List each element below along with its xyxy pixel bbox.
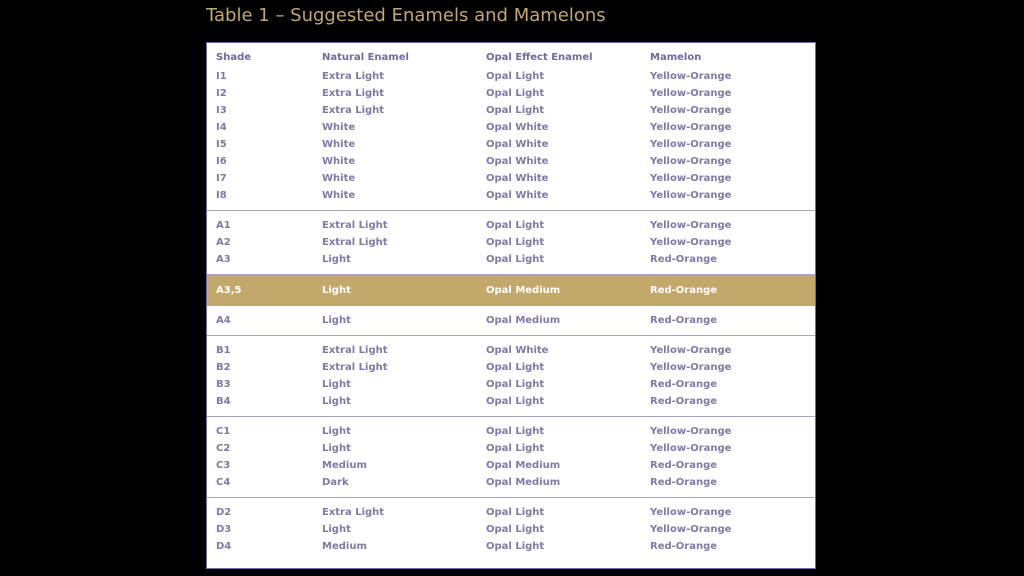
cell-natural-enamel: Extra Light xyxy=(322,71,385,82)
cell-natural-enamel: Light xyxy=(322,426,351,437)
cell-shade: I6 xyxy=(216,156,227,167)
cell-natural-enamel: Light xyxy=(322,396,351,407)
cell-shade: B3 xyxy=(216,379,231,390)
cell-mamelon: Yellow-Orange xyxy=(650,524,732,535)
highlighted-group xyxy=(207,275,815,306)
table-row xyxy=(207,234,815,251)
cell-opal-effect-enamel: Opal Light xyxy=(486,426,545,437)
table-header-row xyxy=(207,49,815,66)
cell-opal-effect-enamel: Opal White xyxy=(486,122,549,133)
cell-mamelon: Yellow-Orange xyxy=(650,71,732,82)
cell-natural-enamel: Extra Light xyxy=(322,507,385,518)
cell-mamelon: Yellow-Orange xyxy=(650,173,732,184)
table-row xyxy=(207,119,815,136)
cell-mamelon: Yellow-Orange xyxy=(650,190,732,201)
cell-shade: D4 xyxy=(216,541,232,552)
cell-natural-enamel: Extral Light xyxy=(322,237,388,248)
table-row xyxy=(207,376,815,393)
cell-natural-enamel: White xyxy=(322,190,356,201)
table-row xyxy=(207,342,815,359)
cell-mamelon: Yellow-Orange xyxy=(650,362,732,373)
cell-shade: D3 xyxy=(216,524,232,535)
table-row xyxy=(207,102,815,119)
cell-natural-enamel: Light xyxy=(322,254,351,265)
cell-mamelon: Yellow-Orange xyxy=(650,88,732,99)
cell-natural-enamel: White xyxy=(322,173,356,184)
cell-mamelon: Yellow-Orange xyxy=(650,507,732,518)
cell-mamelon: Yellow-Orange xyxy=(650,139,732,150)
cell-natural-enamel: Extra Light xyxy=(322,88,385,99)
table-row xyxy=(207,251,815,268)
cell-shade: I2 xyxy=(216,88,227,99)
cell-mamelon: Red-Orange xyxy=(650,460,718,471)
cell-natural-enamel: Extral Light xyxy=(322,362,388,373)
table-row-highlighted xyxy=(207,275,815,305)
cell-natural-enamel: Light xyxy=(322,379,351,390)
cell-natural-enamel: Light xyxy=(322,524,351,535)
cell-shade: I1 xyxy=(216,71,227,82)
cell-mamelon: Red-Orange xyxy=(650,541,718,552)
table-row xyxy=(207,359,815,376)
cell-opal-effect-enamel: Opal Light xyxy=(486,105,545,116)
cell-mamelon: Red-Orange xyxy=(650,396,718,407)
table-row xyxy=(207,538,815,555)
table-row xyxy=(207,393,815,410)
table-row xyxy=(207,504,815,521)
cell-shade: I3 xyxy=(216,105,227,116)
cell-natural-enamel: White xyxy=(322,156,356,167)
cell-opal-effect-enamel: Opal Light xyxy=(486,443,545,454)
cell-mamelon: Red-Orange xyxy=(650,254,718,265)
table-row xyxy=(207,423,815,440)
table-row xyxy=(207,312,815,329)
cell-shade: A4 xyxy=(216,315,231,326)
cell-shade: C1 xyxy=(216,426,231,437)
table-row xyxy=(207,136,815,153)
cell-mamelon: Yellow-Orange xyxy=(650,237,732,248)
cell-opal-effect-enamel: Opal Medium xyxy=(486,315,561,326)
cell-natural-enamel: White xyxy=(322,139,356,150)
cell-mamelon: Yellow-Orange xyxy=(650,122,732,133)
table-row xyxy=(207,85,815,102)
cell-shade: B2 xyxy=(216,362,231,373)
header-natural-enamel: Natural Enamel xyxy=(322,52,409,63)
cell-opal-effect-enamel: Opal Light xyxy=(486,254,545,265)
cell-shade: I4 xyxy=(216,122,227,133)
cell-shade: D2 xyxy=(216,507,232,518)
cell-natural-enamel: Medium xyxy=(322,541,367,552)
cell-opal-effect-enamel: Opal Light xyxy=(486,220,545,231)
table-group xyxy=(207,498,815,561)
table-row xyxy=(207,440,815,457)
table-group xyxy=(207,306,815,336)
table-group xyxy=(207,211,815,275)
cell-opal-effect-enamel: Opal Light xyxy=(486,507,545,518)
cell-opal-effect-enamel: Opal Light xyxy=(486,541,545,552)
cell-opal-effect-enamel: Opal Light xyxy=(486,88,545,99)
cell-shade: I8 xyxy=(216,190,227,201)
header-opal-effect-enamel: Opal Effect Enamel xyxy=(486,52,593,63)
cell-opal-effect-enamel: Opal White xyxy=(486,156,549,167)
cell-shade: B1 xyxy=(216,345,231,356)
header-shade: Shade xyxy=(216,52,252,63)
cell-mamelon: Yellow-Orange xyxy=(650,156,732,167)
cell-mamelon: Yellow-Orange xyxy=(650,426,732,437)
cell-opal-effect-enamel: Opal Medium xyxy=(486,477,561,488)
table-row xyxy=(207,217,815,234)
cell-opal-effect-enamel: Opal White xyxy=(486,345,549,356)
cell-opal-effect-enamel: Opal Light xyxy=(486,71,545,82)
cell-shade: I7 xyxy=(216,173,227,184)
cell-natural-enamel: Dark xyxy=(322,477,349,488)
cell-opal-effect-enamel: Opal Light xyxy=(486,379,545,390)
cell-natural-enamel: Light xyxy=(322,315,351,326)
cell-opal-effect-enamel: Opal White xyxy=(486,190,549,201)
cell-mamelon: Red-Orange xyxy=(650,477,718,488)
table-group xyxy=(207,66,815,211)
cell-mamelon: Red-Orange xyxy=(650,284,718,296)
cell-shade: B4 xyxy=(216,396,231,407)
cell-mamelon: Yellow-Orange xyxy=(650,105,732,116)
cell-shade: C4 xyxy=(216,477,231,488)
cell-shade: C3 xyxy=(216,460,231,471)
cell-opal-effect-enamel: Opal Light xyxy=(486,396,545,407)
cell-natural-enamel: Extral Light xyxy=(322,345,388,356)
cell-opal-effect-enamel: Opal Light xyxy=(486,524,545,535)
cell-mamelon: Red-Orange xyxy=(650,379,718,390)
cell-opal-effect-enamel: Opal White xyxy=(486,139,549,150)
cell-natural-enamel: Light xyxy=(322,284,351,296)
cell-opal-effect-enamel: Opal Medium xyxy=(486,460,561,471)
header-mamelon: Mamelon xyxy=(650,52,702,63)
cell-opal-effect-enamel: Opal Light xyxy=(486,362,545,373)
table-row xyxy=(207,68,815,85)
cell-shade: A1 xyxy=(216,220,231,231)
cell-natural-enamel: Extra Light xyxy=(322,105,385,116)
cell-natural-enamel: Medium xyxy=(322,460,367,471)
table-row xyxy=(207,457,815,474)
cell-opal-effect-enamel: Opal White xyxy=(486,173,549,184)
enamel-table xyxy=(206,42,816,569)
cell-shade: I5 xyxy=(216,139,227,150)
table-body xyxy=(207,66,815,561)
table-group xyxy=(207,336,815,417)
table-group xyxy=(207,417,815,498)
cell-shade: A3,5 xyxy=(216,284,242,296)
cell-shade: A2 xyxy=(216,237,231,248)
page-title: Table 1 – Suggested Enamels and Mamelons xyxy=(206,5,606,26)
table-row xyxy=(207,521,815,538)
cell-mamelon: Yellow-Orange xyxy=(650,443,732,454)
table-row xyxy=(207,153,815,170)
table-row xyxy=(207,170,815,187)
cell-mamelon: Yellow-Orange xyxy=(650,220,732,231)
cell-opal-effect-enamel: Opal Medium xyxy=(486,284,561,296)
table-row xyxy=(207,187,815,204)
cell-mamelon: Red-Orange xyxy=(650,315,718,326)
cell-shade: A3 xyxy=(216,254,231,265)
table-row xyxy=(207,474,815,491)
cell-opal-effect-enamel: Opal Light xyxy=(486,237,545,248)
cell-mamelon: Yellow-Orange xyxy=(650,345,732,356)
cell-natural-enamel: Extral Light xyxy=(322,220,388,231)
cell-natural-enamel: White xyxy=(322,122,356,133)
cell-natural-enamel: Light xyxy=(322,443,351,454)
cell-shade: C2 xyxy=(216,443,231,454)
